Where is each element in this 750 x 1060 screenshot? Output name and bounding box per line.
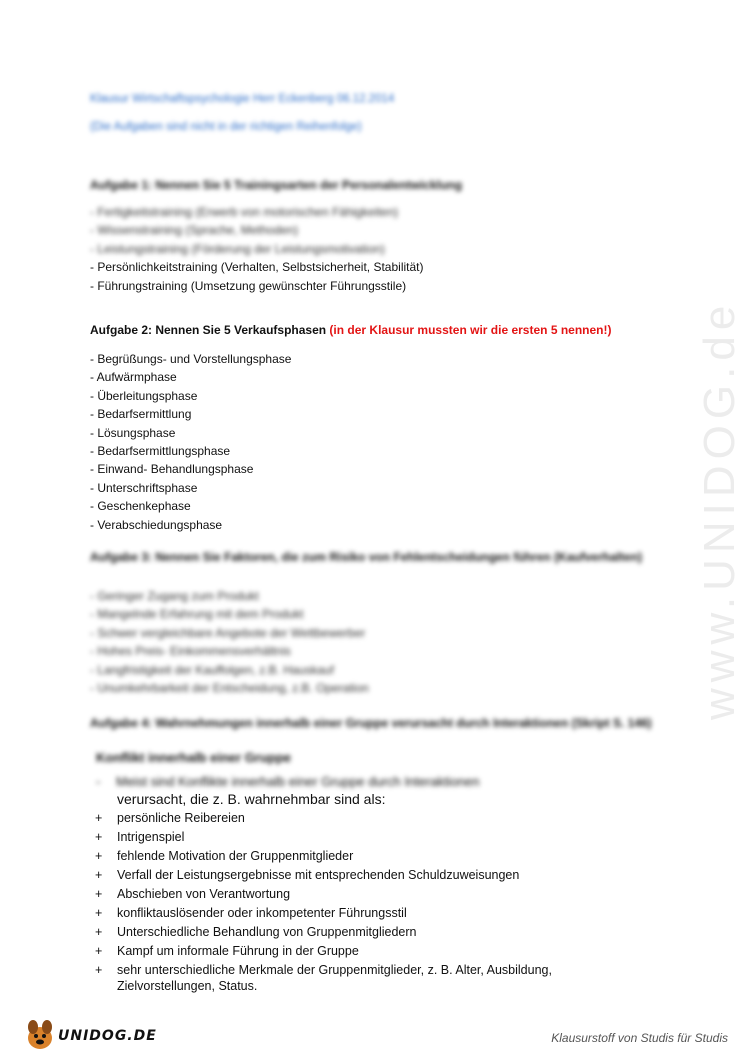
list-item: - Fertigkeitstraining (Erwerb von motorischen Fähigkeiten) xyxy=(90,205,399,219)
list-item: + Abschieben von Verantwortung xyxy=(95,887,291,901)
plus-marker: + xyxy=(95,830,103,844)
list-item: + sehr unterschiedliche Merkmale der Gruppenmitglieder, z. B. Alter, Ausbildung, Zielvorstellungen, Status. xyxy=(95,963,552,993)
list-item: - Führungstraining (Umsetzung gewünschter Führungsstile) xyxy=(90,278,407,293)
list-item: + Verfall der Leistungsergebnisse mit entsprechenden Schuldzuweisungen xyxy=(95,868,520,882)
watermark-text: www.UNIDOG.de xyxy=(695,299,744,720)
logo-text: UNIDOG.DE xyxy=(58,1028,157,1044)
footer-tagline: Klausurstoff von Studis für Studis xyxy=(551,1031,728,1045)
document-title: Klausur Wirtschaftspsychologie Herr Eckenberg 06.12.2014 xyxy=(90,93,395,105)
list-item: + konfliktauslösender oder inkompetenter Führungsstil xyxy=(95,906,407,920)
list-item: - Unterschriftsphase xyxy=(90,480,198,495)
list-item: - Schwer vergleichbare Angebote der Wettbewerber xyxy=(90,625,366,640)
task2-note: (in der Klausur mussten wir die ersten 5 nennen!) xyxy=(329,323,612,337)
task2-list xyxy=(90,350,291,534)
list-item: - Unumkehrbarkeit der Entscheidung, z.B. Operation xyxy=(90,681,369,696)
list-item: - Geringer Zugang zum Produkt xyxy=(90,589,259,603)
list-item: - Aufwärmphase xyxy=(90,370,177,385)
list-item: - Wissenstraining (Sprache, Methoden) xyxy=(90,223,299,238)
list-item: - Mangelnde Erfahrung mit dem Produkt xyxy=(90,607,304,622)
task1-heading: Aufgabe 1: Nennen Sie 5 Trainingsarten der Personalentwicklung xyxy=(90,178,463,192)
plus-marker: + xyxy=(95,868,103,882)
list-item: + Intrigenspiel xyxy=(95,830,185,844)
list-item: - Bedarfsermittlungsphase xyxy=(90,444,231,459)
plus-marker: + xyxy=(95,849,103,863)
list-item: - Einwand- Behandlungsphase xyxy=(90,462,254,477)
scan-intro-text: Meist sind Konflikte innerhalb einer Gruppe durch Interaktionen xyxy=(116,774,480,789)
list-item: + persönliche Reibereien xyxy=(95,811,245,825)
plus-marker: + xyxy=(95,944,103,958)
plus-marker: + xyxy=(95,887,103,901)
list-item: - Bedarfsermittlung xyxy=(90,407,192,422)
list-item: + fehlende Motivation der Gruppenmitglieder xyxy=(95,849,354,863)
scan-heading: Konflikt innerhalb einer Gruppe xyxy=(96,750,292,765)
list-item: - Begrüßungs- und Vorstellungsphase xyxy=(90,352,292,366)
document-subtitle: (Die Aufgaben sind nicht in der richtigen Reihenfolge) xyxy=(90,121,362,133)
list-item: + Unterschiedliche Behandlung von Gruppenmitgliedern xyxy=(95,925,417,939)
scan-intro-continued: verursacht, die z. B. wahrnehmbar sind als: xyxy=(117,791,386,807)
dash-marker: - xyxy=(96,774,101,789)
scan-intro xyxy=(96,774,480,789)
plus-marker: + xyxy=(95,925,103,939)
task3-heading: Aufgabe 3: Nennen Sie Faktoren, die zum Risiko von Fehlentscheidungen führen (Kaufverhalten) xyxy=(90,550,643,564)
task4-list xyxy=(95,810,557,997)
list-item: - Langfristigkeit der Kauffolgen, z.B. Hauskauf xyxy=(90,662,334,677)
plus-marker: + xyxy=(95,963,103,977)
list-item: + Kampf um informale Führung in der Gruppe xyxy=(95,944,359,958)
list-item: - Geschenkephase xyxy=(90,499,191,514)
task4-heading: Aufgabe 4: Wahrnehmungen innerhalb einer Gruppe verursacht durch Interaktionen (Skript S. 146) xyxy=(90,716,652,730)
plus-marker: + xyxy=(95,811,103,825)
list-item: - Überleitungsphase xyxy=(90,388,198,403)
list-item: - Hohes Preis- Einkommensverhältnis xyxy=(90,644,291,659)
task2-heading-text: Aufgabe 2: Nennen Sie 5 Verkaufsphasen xyxy=(90,323,327,337)
list-item: - Verabschiedungsphase xyxy=(90,517,223,532)
list-item: - Leistungstraining (Förderung der Leistungsmotivation) xyxy=(90,241,385,256)
task2-heading xyxy=(90,323,611,337)
task3-list xyxy=(90,587,369,697)
list-item: - Persönlichkeitstraining (Verhalten, Selbstsicherheit, Stabilität) xyxy=(90,260,424,275)
task1-list xyxy=(90,203,424,295)
plus-marker: + xyxy=(95,906,103,920)
list-item: - Lösungsphase xyxy=(90,425,176,440)
